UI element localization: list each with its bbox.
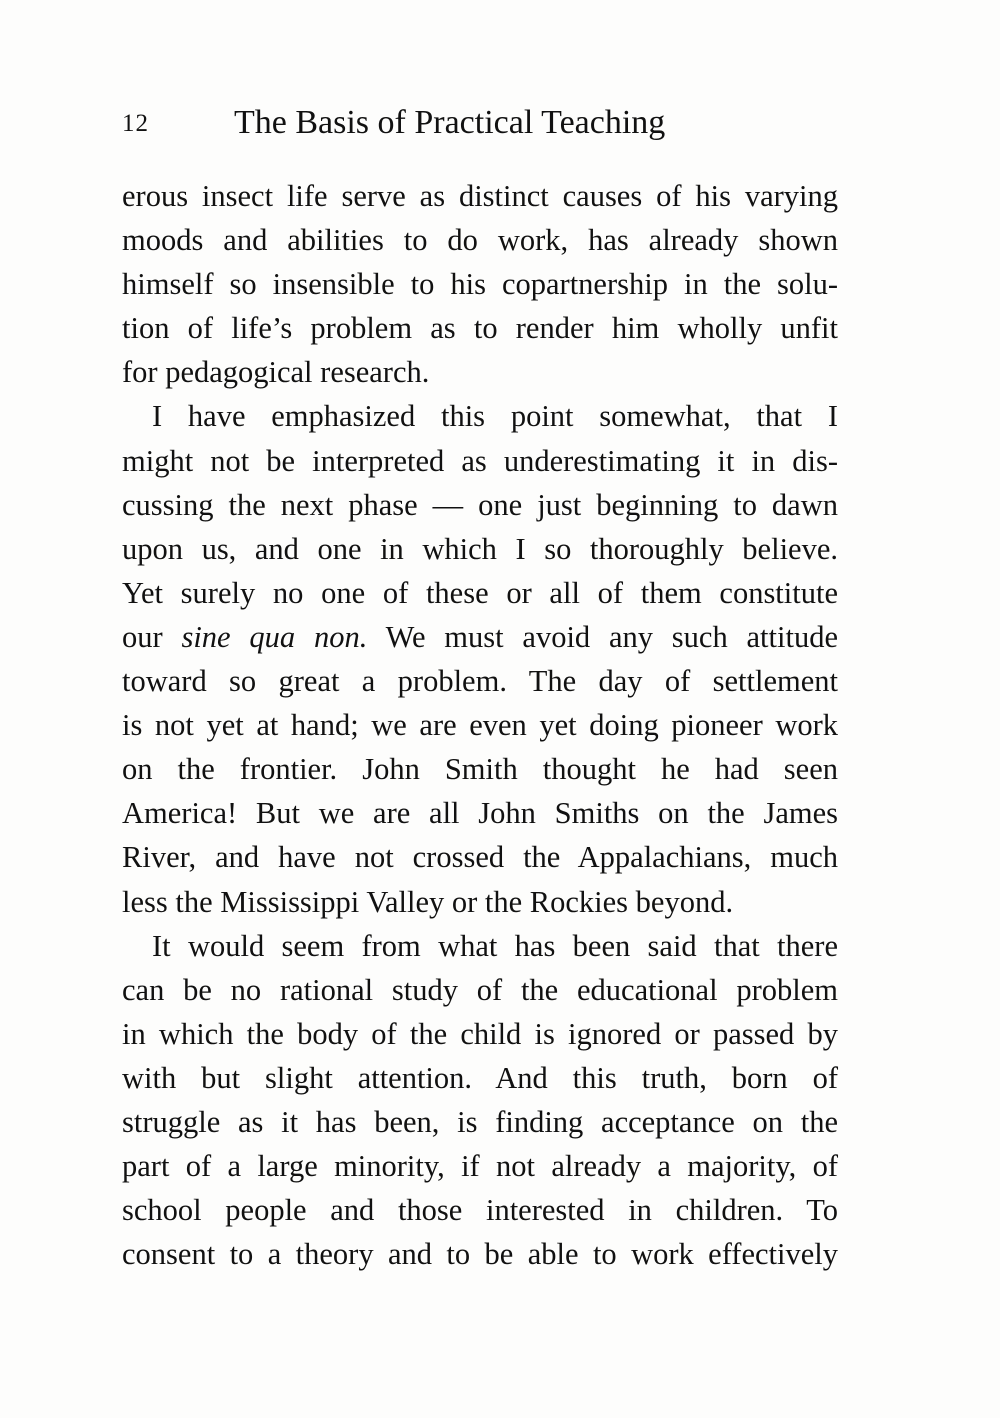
text-line: less the Mississippi Valley or the Rockies beyond. bbox=[122, 884, 734, 919]
page-number: 12 bbox=[122, 110, 149, 137]
text-line: tion of life’s problem as to render him wholly unfit bbox=[122, 311, 838, 346]
text-segment: We must avoid any such attitude bbox=[367, 619, 838, 654]
running-title: The Basis of Practical Teaching bbox=[234, 104, 666, 141]
text-line: upon us, and one in which I so thoroughly believe. bbox=[122, 531, 838, 566]
text-line: Yet surely no one of these or all of them constitute bbox=[122, 575, 838, 610]
text-line: with but slight attention. And this truth, born of bbox=[122, 1060, 838, 1095]
text-line: America! But we are all John Smiths on the James bbox=[122, 796, 838, 831]
text-line: school people and those interested in children. To bbox=[122, 1193, 838, 1228]
text-line: moods and abilities to do work, has already shown bbox=[122, 223, 838, 258]
text-line: erous insect life serve as distinct causes of his varying bbox=[122, 179, 838, 213]
text-line: It would seem from what has been said that there bbox=[152, 928, 838, 963]
page-header bbox=[122, 104, 838, 152]
text-line: can be no rational study of the educational problem bbox=[122, 972, 838, 1007]
text-line: might not be interpreted as underestimating it in dis- bbox=[122, 443, 838, 478]
text-line: on the frontier. John Smith thought he had seen bbox=[122, 752, 838, 787]
body-text bbox=[122, 174, 838, 1276]
text-line: toward so great a problem. The day of settlement bbox=[122, 664, 838, 699]
text-line-with-italic bbox=[122, 615, 838, 659]
text-line: himself so insensible to his copartnership in the solu- bbox=[122, 267, 838, 302]
italic-phrase: sine qua non. bbox=[181, 619, 368, 654]
text-line: consent to a theory and to be able to work effectively bbox=[122, 1237, 838, 1272]
text-line: part of a large minority, if not already a majority, of bbox=[122, 1149, 838, 1184]
text-line: cussing the next phase — one just beginning to dawn bbox=[122, 487, 838, 522]
text-line: I have emphasized this point somewhat, that I bbox=[152, 399, 838, 434]
text-line: struggle as it has been, is finding acceptance on the bbox=[122, 1104, 838, 1139]
text-segment: our bbox=[122, 619, 182, 654]
text-line: River, and have not crossed the Appalachians, much bbox=[122, 840, 838, 875]
text-line: for pedagogical research. bbox=[122, 355, 430, 390]
text-line: is not yet at hand; we are even yet doing pioneer work bbox=[122, 708, 838, 743]
text-line: in which the body of the child is ignored or passed by bbox=[122, 1016, 838, 1051]
